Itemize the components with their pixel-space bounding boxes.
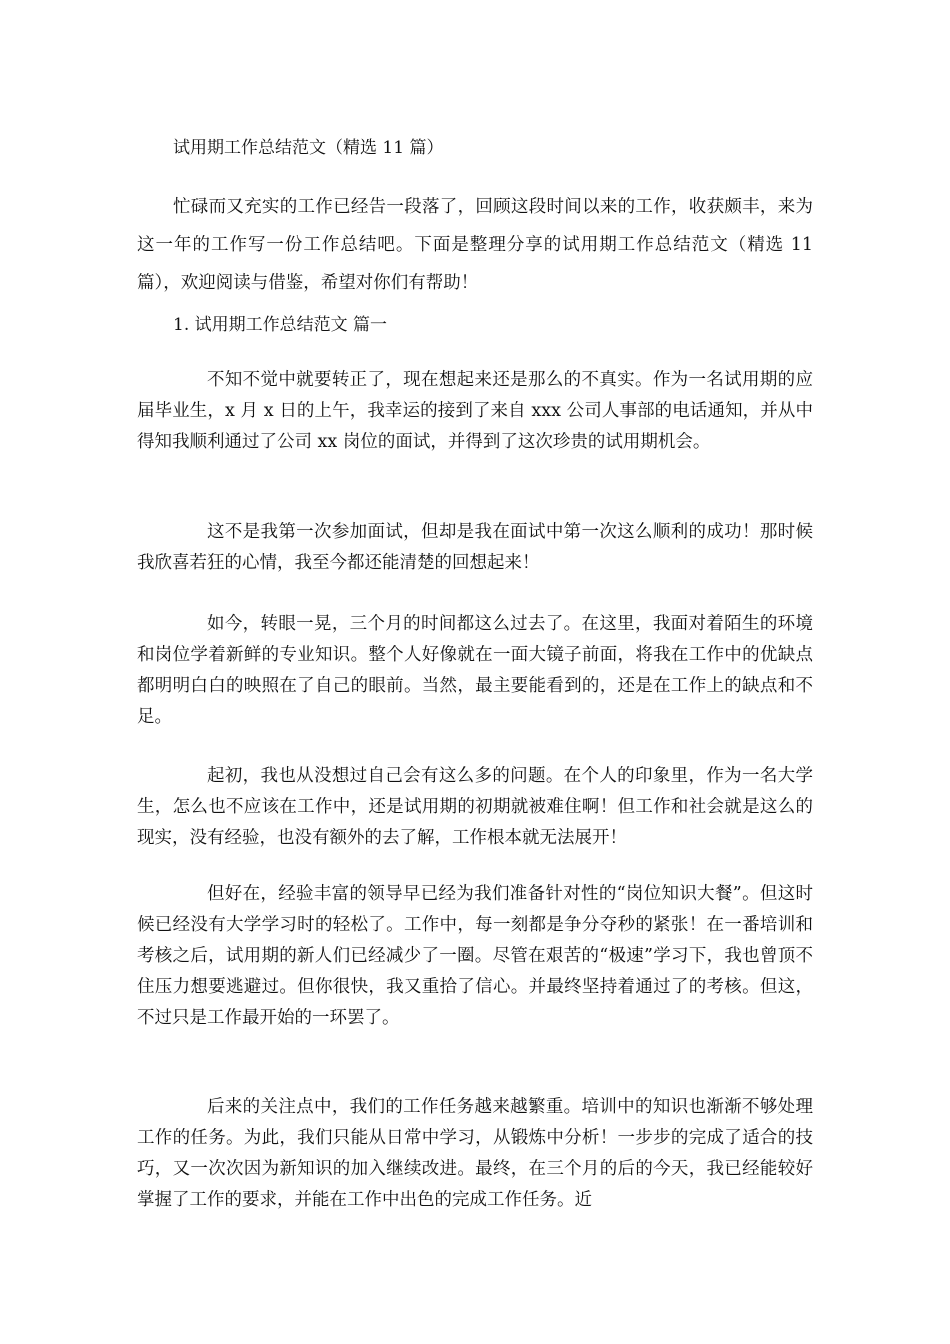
body-paragraph: 后来的关注点中，我们的工作任务越来越繁重。培训中的知识也渐渐不够处理工作的任务。为此，我们只能从日常中学习，从锻炼中分析！一步步的完成了适合的技巧，又一次次因为新知识的加入继续改进。最终，在三个月的后的今天，我已经能较好掌握了工作的要求，并能在工作中出色的完成工作任务。近 bbox=[137, 1097, 813, 1210]
body-paragraph: 如今，转眼一晃，三个月的时间都这么过去了。在这里，我面对着陌生的环境和岗位学着新鲜的专业知识。整个人好像就在一面大镜子前面，将我在工作中的优缺点都明明白白的映照在了自己的眼前。当然，最主要能看到的，还是在工作上的缺点和不足。 bbox=[137, 614, 813, 727]
body-paragraph: 但好在，经验丰富的领导早已经为我们准备针对性的“岗位知识大餐”。但这时候已经没有大学学习时的轻松了。工作中，每一刻都是争分夺秒的紧张！在一番培训和考核之后，试用期的新人们已经减少了一圈。尽管在艰苦的“极速”学习下，我也曾顶不住压力想要逃避过。但你很快，我又重拾了信心。并最终坚持着通过了的考核。但这，不过只是工作最开始的一环罢了。 bbox=[137, 884, 813, 1028]
body-paragraph: 起初，我也从没想过自己会有这么多的问题。在个人的印象里，作为一名大学生，怎么也不应该在工作中，还是试用期的初期就被难住啊！但工作和社会就是这么的现实，没有经验，也没有额外的去了解，工作根本就无法展开！ bbox=[137, 766, 813, 848]
section-heading: 1. 试用期工作总结范文 篇一 bbox=[173, 315, 388, 335]
intro-paragraph: 忙碌而又充实的工作已经告一段落了，回顾这段时间以来的工作，收获颇丰，来为这一年的工作写一份工作总结吧。下面是整理分享的试用期工作总结范文（精选 11 篇），欢迎阅读与借鉴，希望对你们有帮助！ bbox=[137, 197, 813, 293]
document-title: 试用期工作总结范文（精选 11 篇） bbox=[173, 138, 444, 158]
body-paragraph: 不知不觉中就要转正了，现在想起来还是那么的不真实。作为一名试用期的应届毕业生，x 月 x 日的上午，我幸运的接到了来自 xxx 公司人事部的电话通知，并从中得知我顺利通过了公司 xx 岗位的面试，并得到了这次珍贵的试用期机会。 bbox=[137, 370, 813, 452]
body-paragraph: 这不是我第一次参加面试，但却是我在面试中第一次这么顺利的成功！那时候我欣喜若狂的心情，我至今都还能清楚的回想起来！ bbox=[137, 522, 813, 573]
